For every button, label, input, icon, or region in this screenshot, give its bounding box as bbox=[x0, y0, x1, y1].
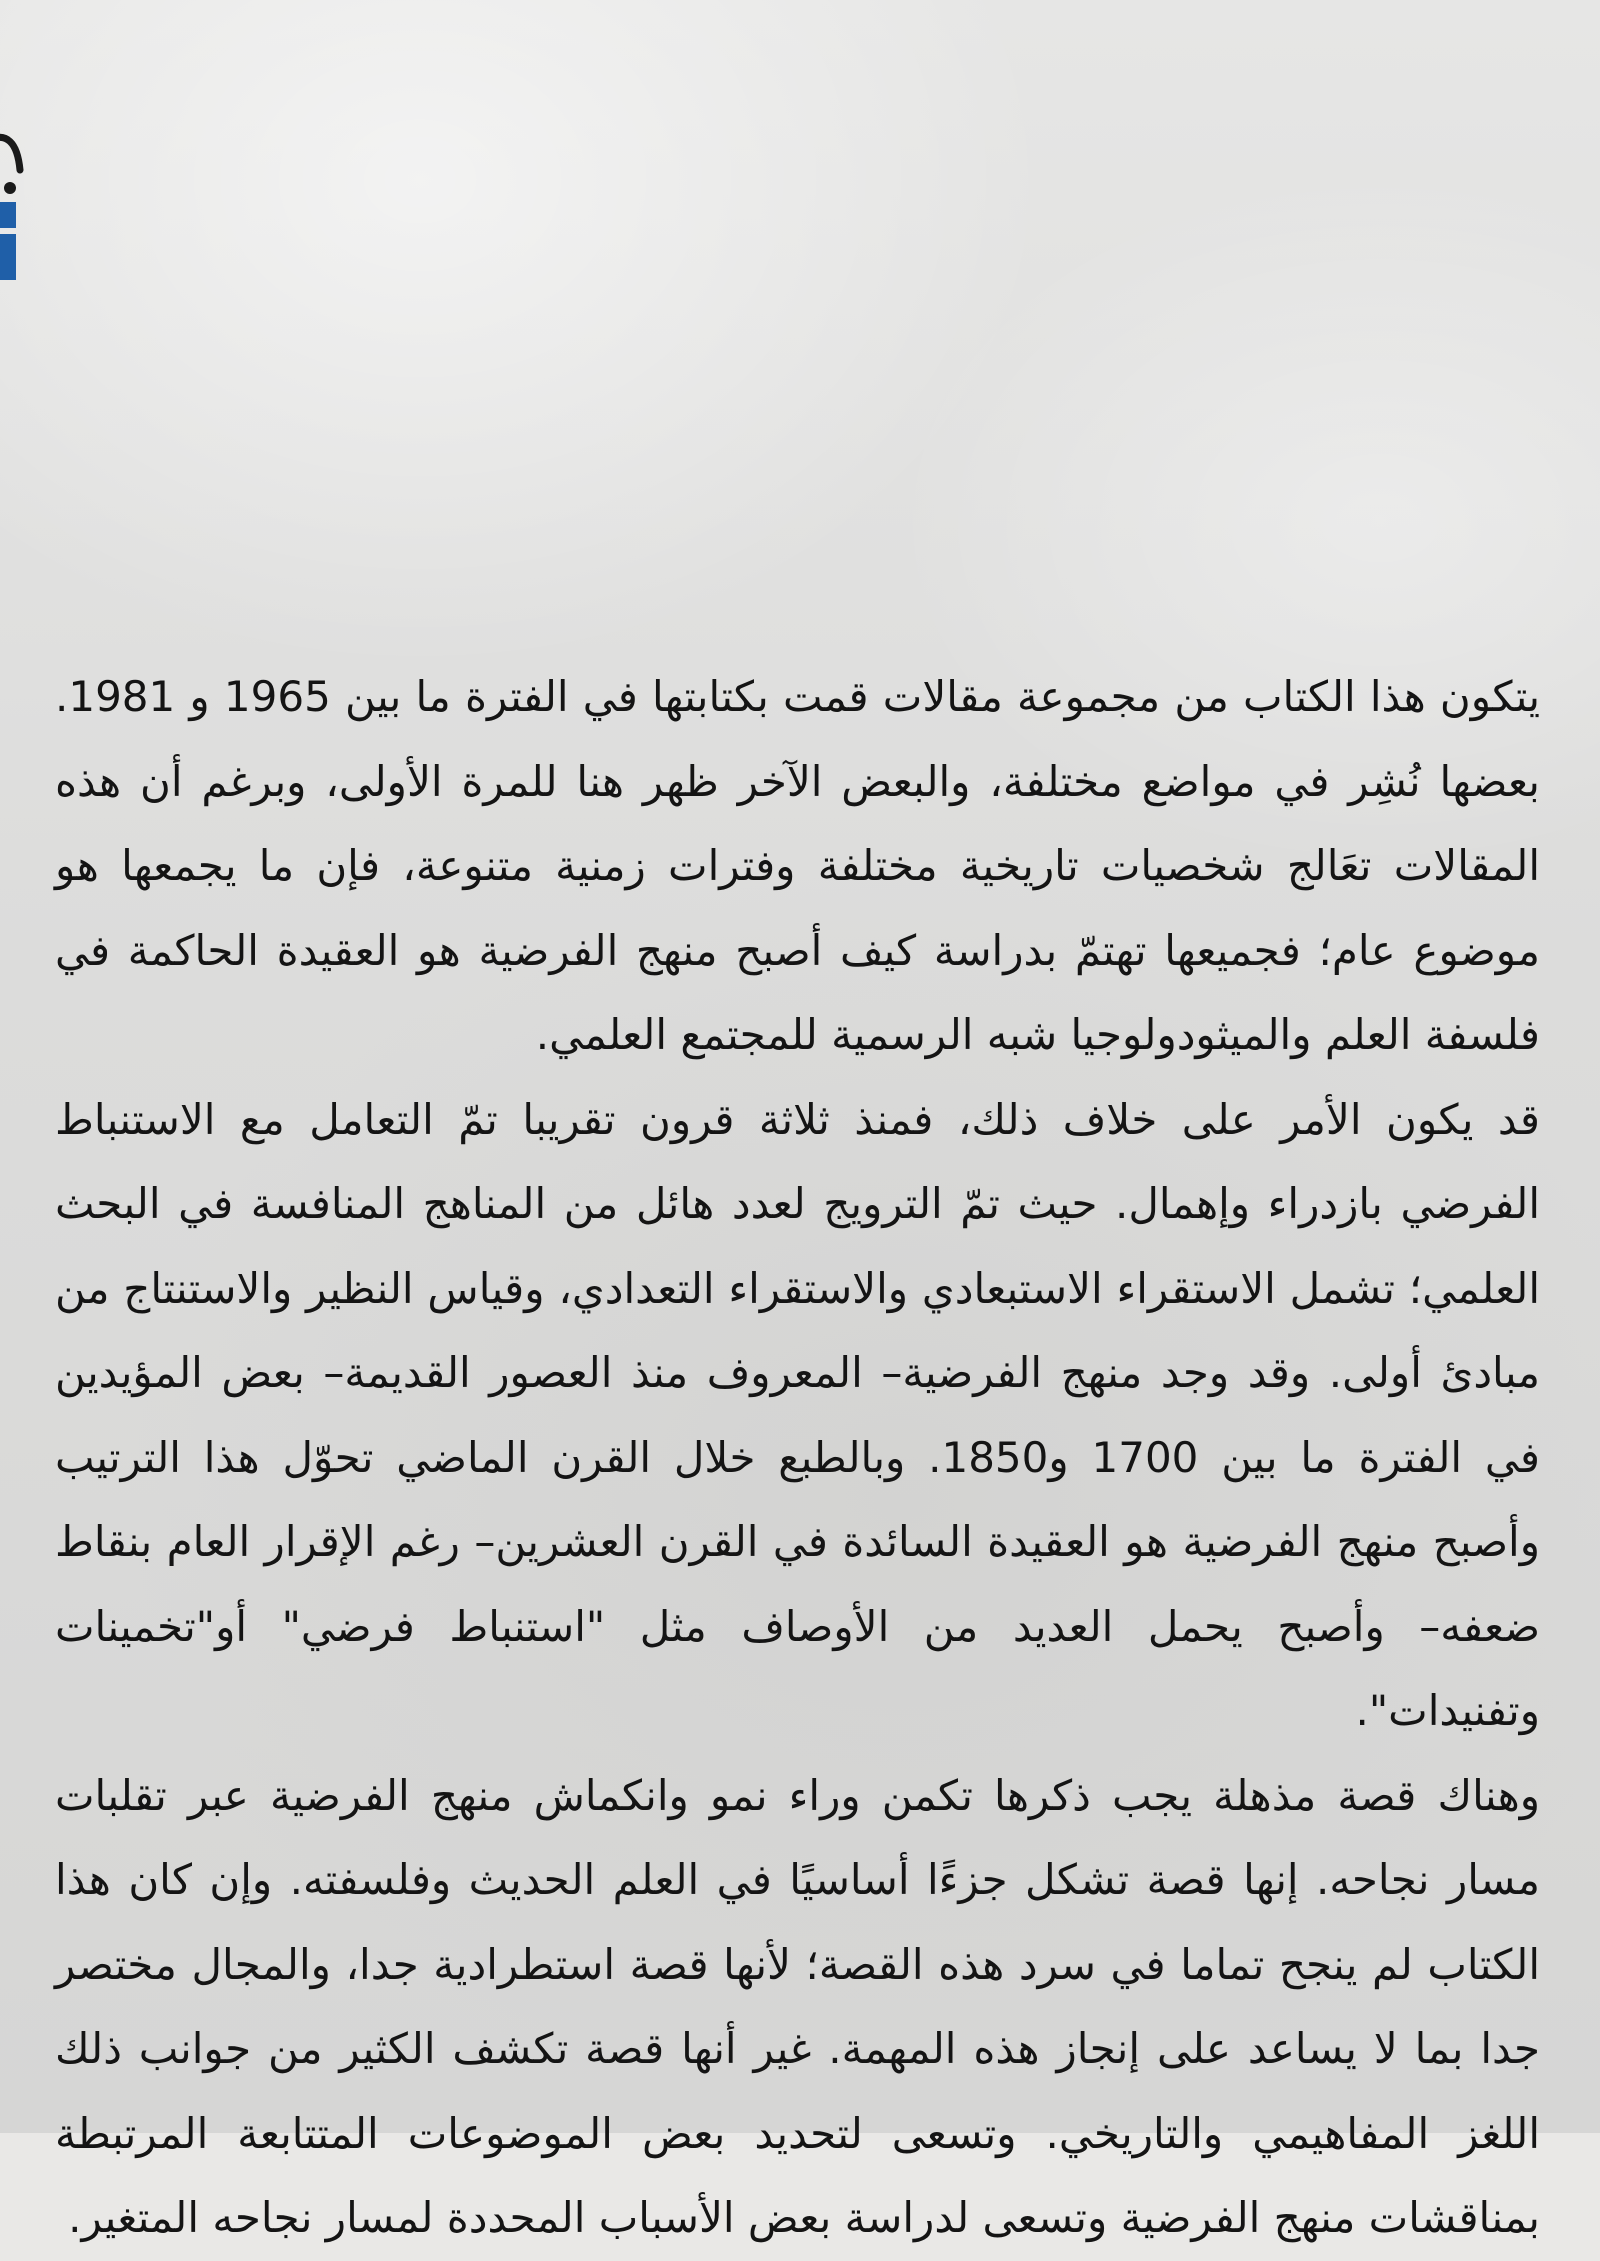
paragraph-2: قد يكون الأمر على خلاف ذلك، فمنذ ثلاثة قرون تقريبا تمّ التعامل مع الاستنباط الفرضي بازدراء وإهمال. حيث تمّ الترويج لعدد هائل من المناهج المنافسة في البحث العلمي؛ تشمل الاستقراء الاستبعادي والاستقراء التعدادي، وقياس النظير والاستنتاج من مبادئ أولى. وقد وجد منهج الفرضية– المعروف منذ العصور القديمة– بعض المؤيدين في الفترة ما بين 1700 و1850. وبالطبع خلال القرن الماضي تحوّل هذا الترتيب وأصبح منهج الفرضية هو العقيدة السائدة في القرن العشرين– رغم الإقرار العام بنقاط ضعفه– وأصبح يحمل العديد من الأوصاف مثل "استنباط فرضي" أو"تخمينات وتفنيدات". bbox=[55, 1094, 1540, 1735]
paragraph-3: وهناك قصة مذهلة يجب ذكرها تكمن وراء نمو وانكماش منهج الفرضية عبر تقلبات مسار نجاحه. إنها قصة تشكل جزءًا أساسيًا في العلم الحديث وفلسفته. وإن كان هذا الكتاب لم ينجح تماما في سرد هذه القصة؛ لأنها قصة استطرادية جدا، والمجال مختصر جدا بما لا يساعد على إنجاز هذه المهمة. غير أنها قصة تكشف الكثير من جوانب ذلك اللغز المفاهيمي والتاريخي. وتسعى لتحديد بعض الموضوعات المتتابعة المرتبطة بمناقشات منهج الفرضية وتسعى لدراسة بعض الأسباب المحددة لمسار نجاحه المتغير. bbox=[55, 1770, 1540, 2242]
publisher-logo-icon bbox=[0, 110, 30, 310]
article-body bbox=[55, 655, 1600, 2261]
paragraph-1: يتكون هذا الكتاب من مجموعة مقالات قمت بكتابتها في الفترة ما بين 1965 و 1981. بعضها نُشِر في مواضع مختلفة، والبعض الآخر ظهر هنا للمرة الأولى، وبرغم أن هذه المقالات تعَالج شخصيات تاريخية مختلفة وفترات زمنية متنوعة، فإن ما يجمعها هو موضوع عام؛ فجميعها تهتمّ بدراسة كيف أصبح منهج الفرضية هو العقيدة الحاكمة في فلسفة العلم والميثودولوجيا شبه الرسمية للمجتمع العلمي. bbox=[55, 672, 1541, 1059]
